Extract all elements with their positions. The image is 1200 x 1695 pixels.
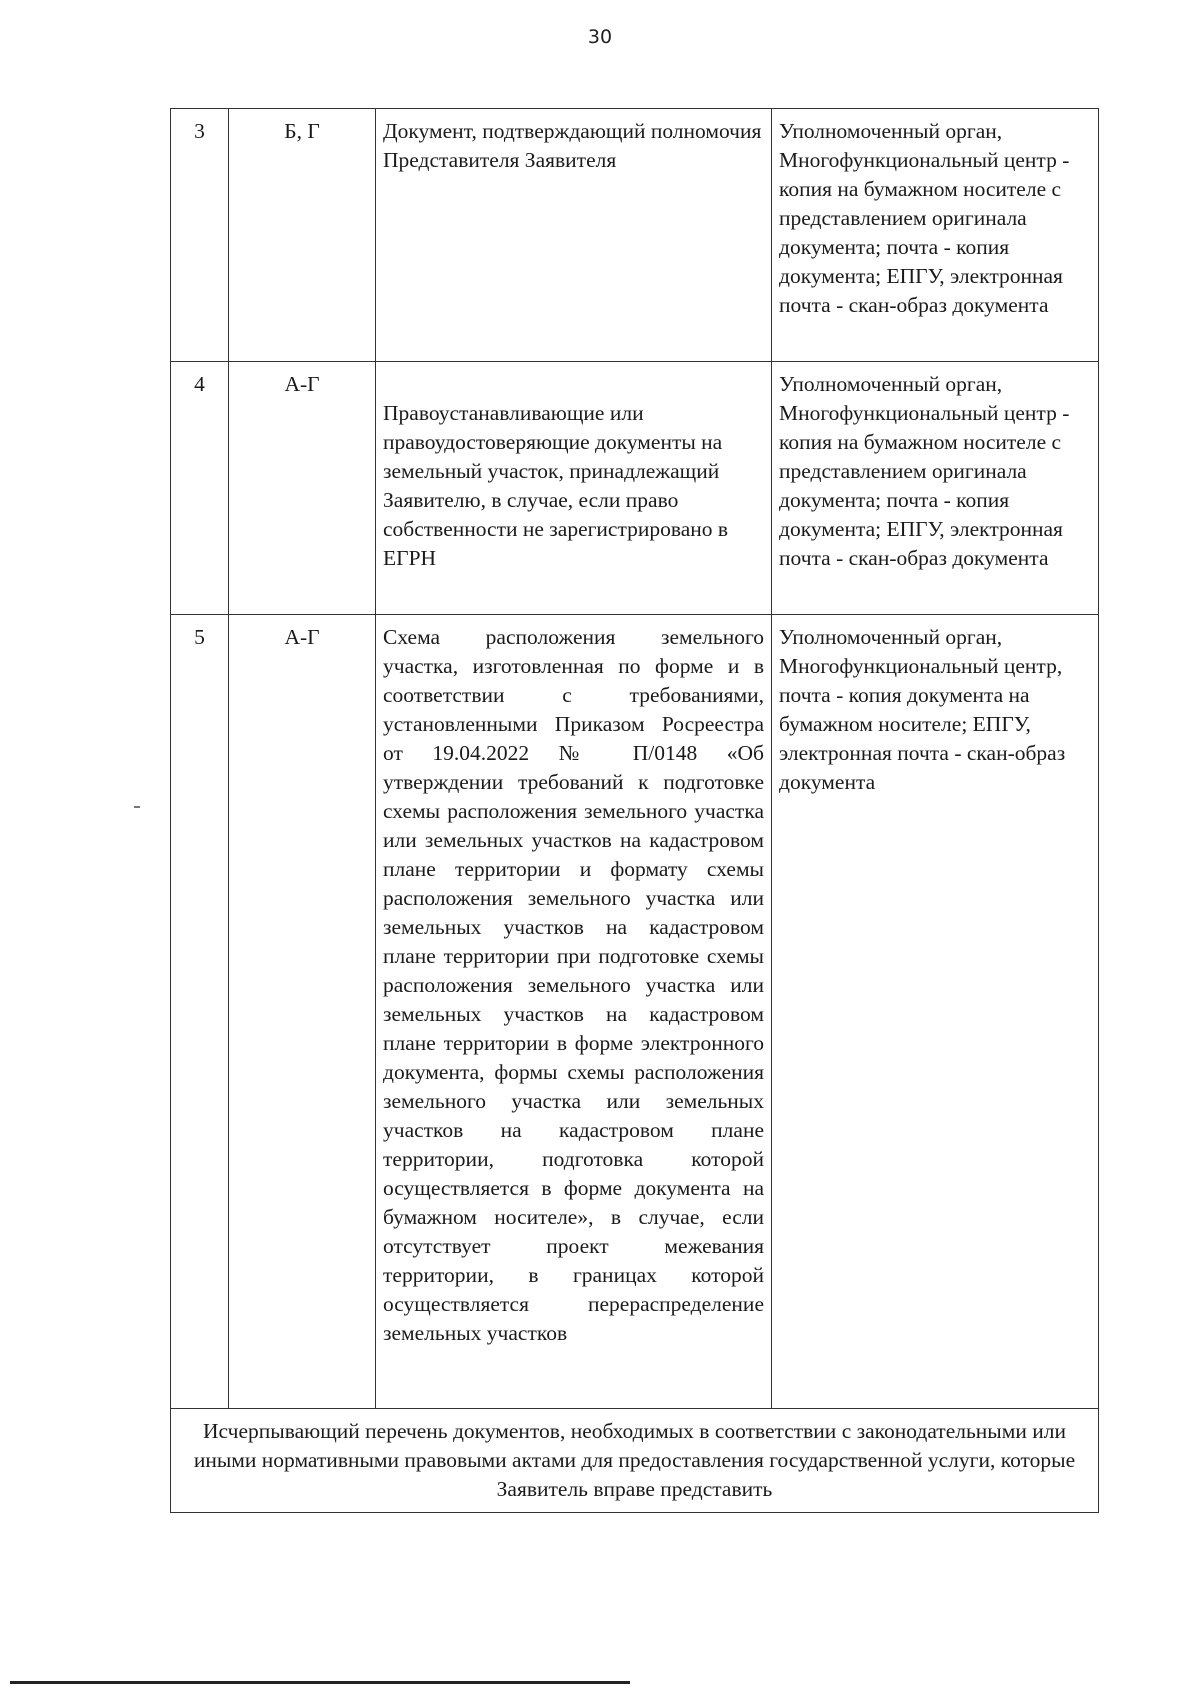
document-description: Правоустанавливающие или правоудостоверяющие документы на земельный участок, принадлежащий Заявителю, в случае, если право собственности не зарегистрировано в ЕГРН xyxy=(383,401,729,570)
table-footer-row xyxy=(171,1409,1099,1513)
section-heading: Исчерпывающий перечень документов, необходимых в соответствии с законодательными или иными нормативными правовыми актами для предоставления государственной услуги, которые Заявитель вправе представить xyxy=(171,1409,1099,1513)
cell-spacer xyxy=(383,370,764,399)
margin-mark xyxy=(134,806,140,808)
row-number: 5 xyxy=(171,615,229,1409)
document-description-cell xyxy=(376,362,772,615)
applicant-category: Б, Г xyxy=(229,109,376,362)
submission-method: Уполномоченный орган, Многофункциональный центр - копия на бумажном носителе с представлением оригинала документа; почта - копия документа; ЕПГУ, электронная почта - скан-образ документа xyxy=(772,109,1099,362)
table-row xyxy=(171,615,1099,1409)
submission-method: Уполномоченный орган, Многофункциональный центр, почта - копия документа на бумажном носителе; ЕПГУ, электронная почта - скан-образ документа xyxy=(772,615,1099,1409)
table-row xyxy=(171,362,1099,615)
applicant-category: А-Г xyxy=(229,362,376,615)
row-number: 3 xyxy=(171,109,229,362)
submission-method: Уполномоченный орган, Многофункциональный центр - копия на бумажном носителе с представлением оригинала документа; почта - копия документа; ЕПГУ, электронная почта - скан-образ документа xyxy=(772,362,1099,615)
page-number: 30 xyxy=(587,26,613,48)
documents-table xyxy=(170,108,1099,1513)
table-row xyxy=(171,109,1099,362)
document-description: Схема расположения земельного участка, изготовленная по форме и в соответствии с требованиями, установленными Приказом Росреестра от 19.04.2022 № П/0148 «Об утверждении требований к подготовке схемы расположения земельного участка или земельных участков на кадастровом плане территории и формату схемы расположения земельного участка или земельных участков на кадастровом плане территории при подготовке схемы расположения земельного участка или земельных участков на кадастровом плане территории в форме электронного документа, формы схемы расположения земельного участка или земельных участков на кадастровом плане территории, подготовка которой осуществляется в форме документа на бумажном носителе», в случае, если отсутствует проект межевания территории, в границах которой осуществляется перераспределение земельных участков xyxy=(376,615,772,1409)
bottom-rule xyxy=(10,1681,630,1684)
applicant-category: А-Г xyxy=(229,615,376,1409)
document-description: Документ, подтверждающий полномочия Представителя Заявителя xyxy=(376,109,772,362)
row-number: 4 xyxy=(171,362,229,615)
